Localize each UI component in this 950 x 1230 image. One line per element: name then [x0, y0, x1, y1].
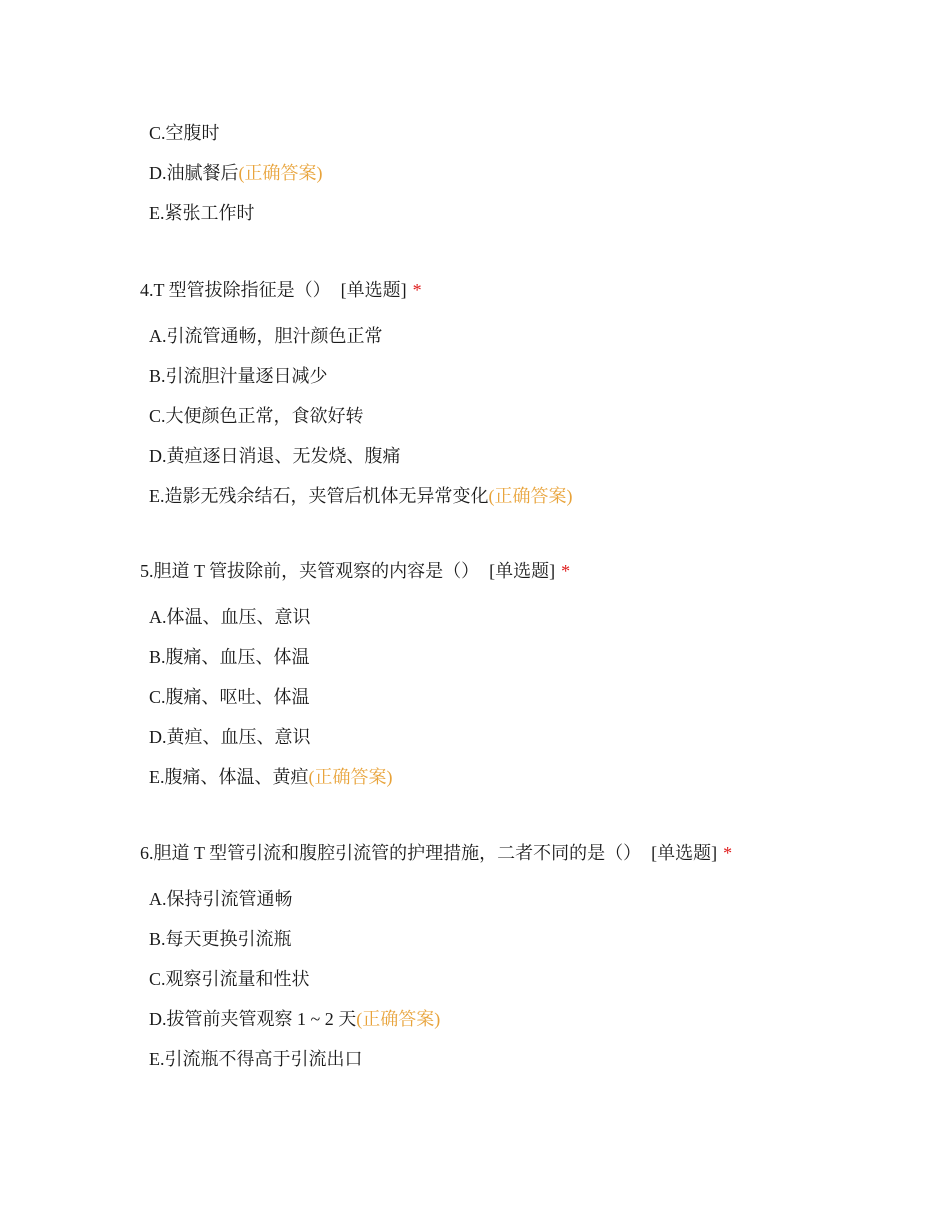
option-label: E.引流瓶不得高于引流出口 [149, 1049, 363, 1069]
option-item[interactable] [149, 926, 732, 952]
question-4 [140, 277, 573, 523]
option-label: D.黄疸、血压、意识 [149, 727, 311, 747]
option-item[interactable] [149, 120, 323, 146]
option-item[interactable] [149, 764, 570, 790]
option-label: C.大便颜色正常，食欲好转 [149, 406, 364, 426]
option-item[interactable] [149, 200, 323, 226]
question-6 [140, 840, 732, 1086]
option-item[interactable] [149, 684, 570, 710]
correct-answer-tag: (正确答案) [308, 767, 393, 787]
option-label: A.引流管通畅，胆汁颜色正常 [149, 326, 383, 346]
option-item[interactable] [149, 483, 573, 509]
option-label: C.腹痛、呕吐、体温 [149, 687, 310, 707]
option-item[interactable] [149, 966, 732, 992]
option-item[interactable] [149, 886, 732, 912]
option-label: E.腹痛、体温、黄疸 [149, 767, 309, 787]
option-list [149, 604, 570, 790]
required-mark: * [723, 843, 733, 863]
option-label: B.每天更换引流瓶 [149, 929, 292, 949]
prev-question-options [149, 120, 323, 240]
option-list [149, 886, 732, 1072]
option-item[interactable] [149, 363, 573, 389]
option-label: D.油腻餐后 [149, 163, 239, 183]
option-label: B.引流胆汁量逐日减少 [149, 366, 328, 386]
option-label: E.造影无残余结石，夹管后机体无异常变化 [149, 486, 489, 506]
question-type: [单选题] [340, 280, 407, 300]
option-item[interactable] [149, 323, 573, 349]
option-label: C.观察引流量和性状 [149, 969, 310, 989]
option-label: A.保持引流管通畅 [149, 889, 293, 909]
correct-answer-tag: (正确答案) [356, 1009, 441, 1029]
correct-answer-tag: (正确答案) [238, 163, 323, 183]
option-item[interactable] [149, 724, 570, 750]
option-item[interactable] [149, 403, 573, 429]
option-item[interactable] [149, 644, 570, 670]
question-title: 5.胆道 T 管拔除前，夹管观察的内容是（） [140, 561, 480, 581]
question-title-row [140, 277, 573, 303]
option-label: A.体温、血压、意识 [149, 607, 311, 627]
required-mark: * [412, 280, 422, 300]
option-label: E.紧张工作时 [149, 203, 255, 223]
option-item[interactable] [149, 160, 323, 186]
option-list [149, 323, 573, 509]
option-item[interactable] [149, 1006, 732, 1032]
required-mark: * [561, 561, 571, 581]
option-label: B.腹痛、血压、体温 [149, 647, 310, 667]
question-title-row [140, 558, 570, 584]
question-type: [单选题] [489, 561, 556, 581]
option-item[interactable] [149, 443, 573, 469]
option-label: C.空腹时 [149, 123, 220, 143]
correct-answer-tag: (正确答案) [488, 486, 573, 506]
option-item[interactable] [149, 604, 570, 630]
question-title: 6.胆道 T 型管引流和腹腔引流管的护理措施，二者不同的是（） [140, 843, 642, 863]
question-title-row [140, 840, 732, 866]
question-type: [单选题] [651, 843, 718, 863]
option-item[interactable] [149, 1046, 732, 1072]
option-label: D.拔管前夹管观察 1 ~ 2 天 [149, 1009, 357, 1029]
question-5 [140, 558, 570, 804]
question-title: 4.T 型管拔除指征是（） [140, 280, 331, 300]
option-label: D.黄疸逐日消退、无发烧、腹痛 [149, 446, 401, 466]
